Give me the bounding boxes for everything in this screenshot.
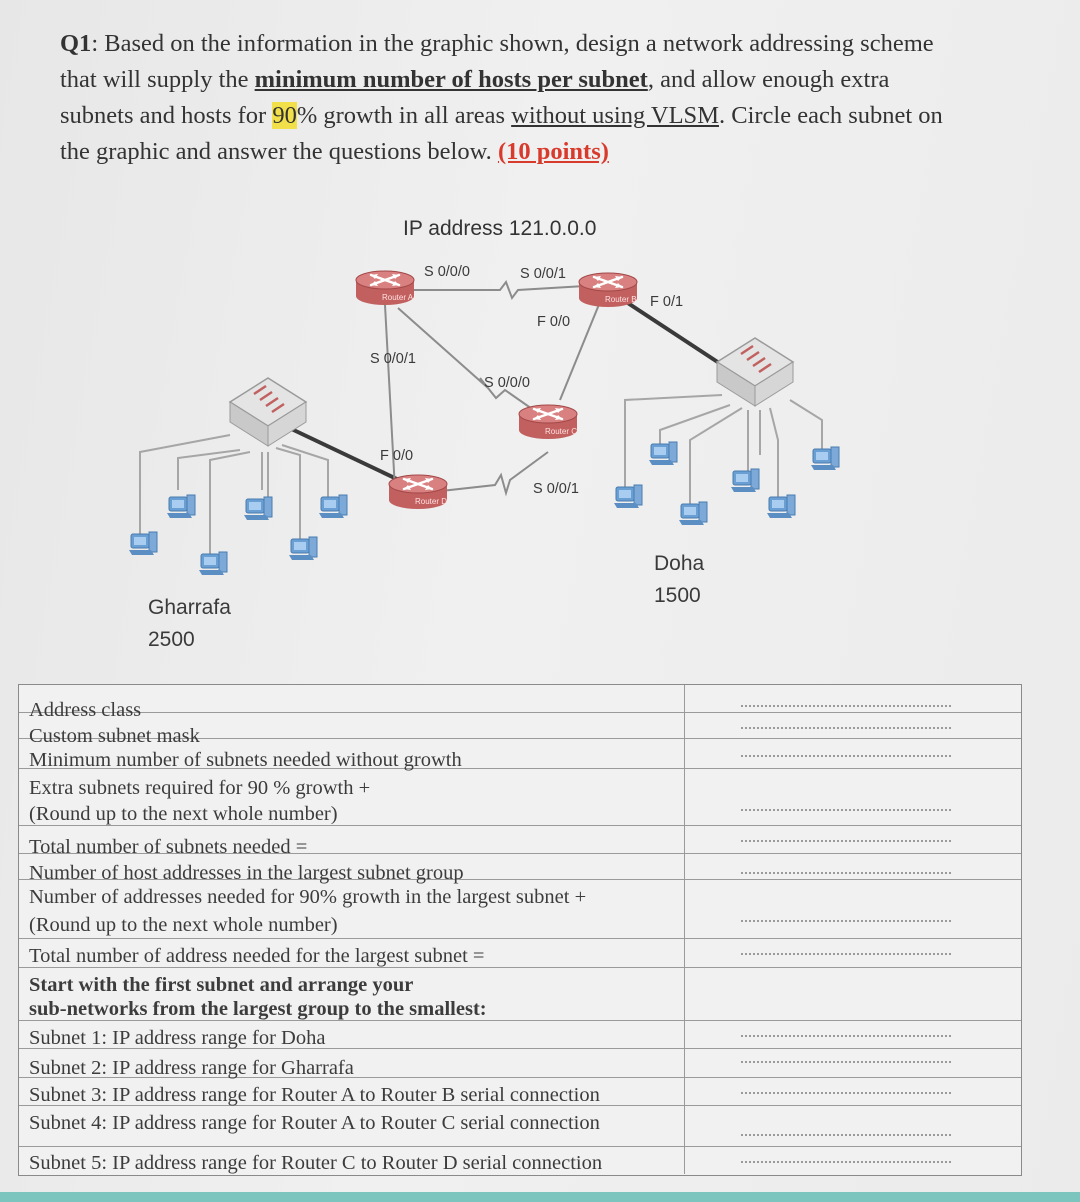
table-row: Extra subnets required for 90 % growth + (Round up to the next whole number) bbox=[19, 769, 1021, 826]
svg-text:Router B: Router B bbox=[605, 295, 637, 304]
answer-blank[interactable] bbox=[741, 705, 951, 707]
bottom-border bbox=[0, 1192, 1080, 1202]
router-b-f00-label: F 0/0 bbox=[537, 314, 571, 330]
question-part4: . Circle each subnet on the graphic and answer the questions below. bbox=[60, 102, 943, 165]
gharrafa-pc-icon bbox=[167, 495, 195, 518]
question-number: Q1 bbox=[60, 30, 92, 57]
network-diagram bbox=[0, 190, 1080, 670]
table-row: Minimum number of subnets needed without growth bbox=[19, 739, 1021, 769]
question-points: (10 points) bbox=[497, 138, 609, 165]
table-row: Total number of subnets needed = bbox=[19, 826, 1021, 854]
table-row: Total number of address needed for the largest subnet = bbox=[19, 939, 1021, 968]
doha-pc-icon bbox=[811, 447, 839, 470]
table-row: Start with the first subnet and arrange your sub-networks from the largest group to the smallest: bbox=[19, 968, 1021, 1021]
doha-pc-icon bbox=[679, 502, 707, 525]
doha-pc-icon bbox=[614, 485, 642, 508]
doha-hosts: 1500 bbox=[654, 584, 701, 607]
gharrafa-pc-icon bbox=[319, 495, 347, 518]
gharrafa-name: Gharrafa bbox=[148, 596, 231, 619]
answer-blank[interactable] bbox=[741, 1134, 951, 1136]
router-c-icon bbox=[519, 405, 577, 439]
table-row: Number of host addresses in the largest subnet group bbox=[19, 854, 1021, 880]
gharrafa-pc-icon bbox=[289, 537, 317, 560]
svg-text:Router C: Router C bbox=[545, 427, 578, 436]
doha-switch-icon bbox=[717, 338, 793, 406]
doha-pc-icon bbox=[767, 495, 795, 518]
answer-blank[interactable] bbox=[741, 953, 951, 955]
router-d-f00-label: F 0/0 bbox=[380, 448, 414, 464]
gharrafa-hosts: 2500 bbox=[148, 628, 195, 651]
doha-name: Doha bbox=[654, 552, 705, 575]
router-a-s000-label: S 0/0/0 bbox=[424, 264, 470, 280]
answer-blank[interactable] bbox=[741, 1061, 951, 1063]
table-row: Number of addresses needed for 90% growth in the largest subnet + (Round up to the next whole number) bbox=[19, 880, 1021, 939]
gharrafa-pc-icon bbox=[244, 497, 272, 520]
gharrafa-pc-icon bbox=[129, 532, 157, 555]
svg-text:Router D: Router D bbox=[415, 497, 448, 506]
growth-highlight: 90 bbox=[272, 102, 297, 129]
router-d-icon bbox=[389, 475, 447, 509]
answer-blank[interactable] bbox=[741, 1092, 951, 1094]
table-row: Subnet 2: IP address range for Gharrafa bbox=[19, 1049, 1021, 1078]
answer-blank[interactable] bbox=[741, 920, 951, 922]
answer-blank[interactable] bbox=[741, 1161, 951, 1163]
router-c-s001-label: S 0/0/1 bbox=[533, 481, 579, 497]
question-part3: % growth in all areas bbox=[296, 102, 512, 129]
ip-address-title: IP address 121.0.0.0 bbox=[403, 217, 597, 240]
answer-blank[interactable] bbox=[741, 1035, 951, 1037]
table-row: Custom subnet mask bbox=[19, 713, 1021, 739]
router-b-f01-label: F 0/1 bbox=[650, 294, 684, 310]
answer-blank[interactable] bbox=[741, 872, 951, 874]
answer-blank[interactable] bbox=[741, 727, 951, 729]
question-part1: : Based on the information in the graphic shown, design a network addressing scheme that will supply the bbox=[60, 30, 934, 93]
router-c-s000-label: S 0/0/0 bbox=[484, 375, 530, 391]
question-without-vlsm: without using VLSM bbox=[511, 102, 719, 129]
router-b-s001-label: S 0/0/1 bbox=[520, 266, 566, 282]
gharrafa-switch-icon bbox=[230, 378, 306, 446]
router-b-icon bbox=[579, 273, 637, 307]
router-a-s001-label: S 0/0/1 bbox=[370, 351, 416, 367]
question-text bbox=[60, 26, 960, 170]
table-row: Subnet 3: IP address range for Router A to Router B serial connection bbox=[19, 1078, 1021, 1106]
answer-blank[interactable] bbox=[741, 840, 951, 842]
router-a-icon bbox=[356, 271, 414, 305]
gharrafa-pc-icon bbox=[199, 552, 227, 575]
answer-blank[interactable] bbox=[741, 809, 951, 811]
answer-blank[interactable] bbox=[741, 755, 951, 757]
table-row: Address class bbox=[19, 685, 1021, 713]
table-row: Subnet 5: IP address range for Router C to Router D serial connection bbox=[19, 1147, 1021, 1174]
question-emphasis: minimum number of hosts per subnet bbox=[254, 66, 648, 93]
table-row: Subnet 4: IP address range for Router A to Router C serial connection bbox=[19, 1106, 1021, 1147]
svg-text:Router A: Router A bbox=[382, 293, 414, 302]
doha-pc-icon bbox=[649, 442, 677, 465]
doha-pc-icon bbox=[731, 469, 759, 492]
question-part2: , and allow enough extra subnets and hosts for bbox=[60, 66, 890, 129]
table-row: Subnet 1: IP address range for Doha bbox=[19, 1021, 1021, 1049]
answer-table bbox=[18, 684, 1022, 1176]
